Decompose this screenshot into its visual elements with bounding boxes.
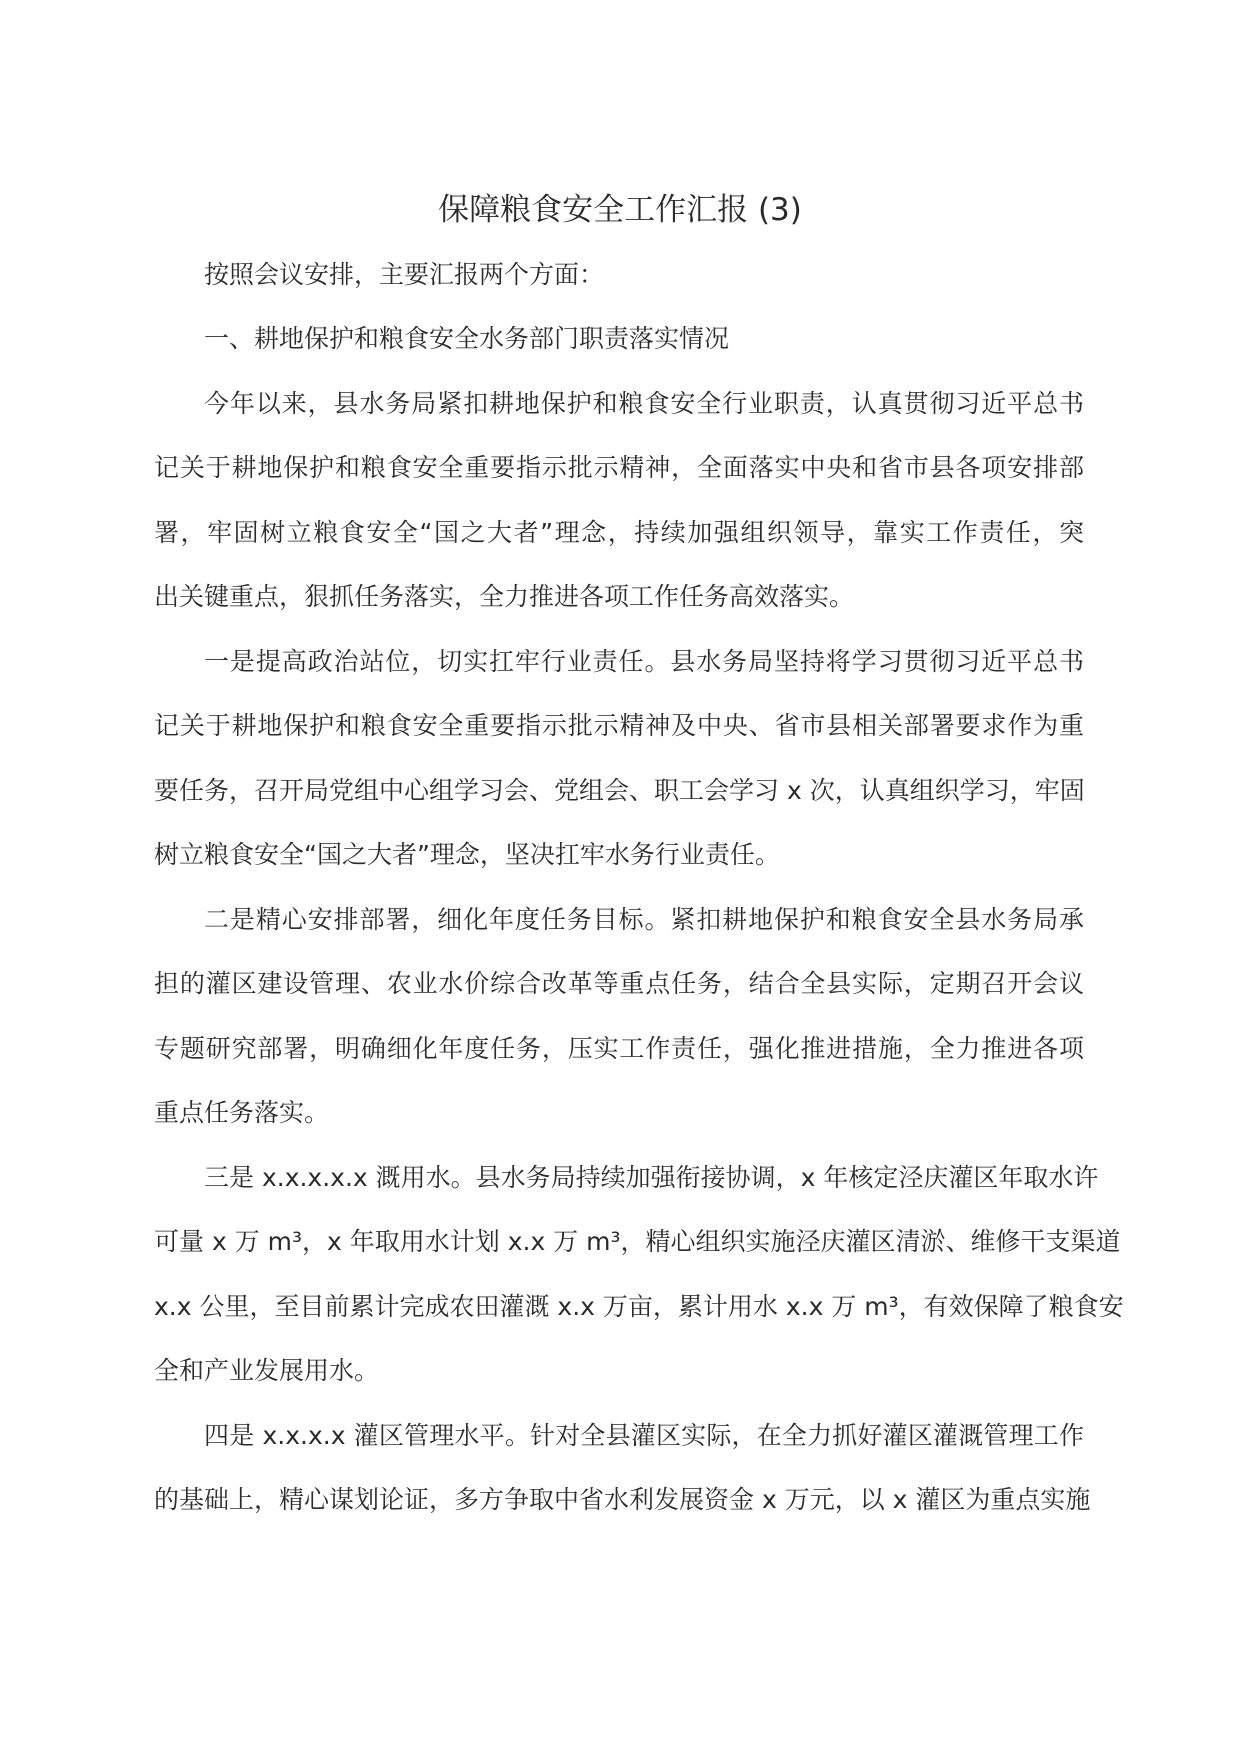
text-line: 树立粮食安全“国之大者”理念，坚决扛牢水务行业责任。 <box>154 840 780 869</box>
text-line: 出关键重点，狠抓任务落实，全力推进各项工作任务高效落实。 <box>154 582 855 611</box>
text-line: 记关于耕地保护和粮食安全重要指示批示精神及中央、省市县相关部署要求作为重 <box>154 711 1084 740</box>
text-line: 可量 x 万 m³，x 年取用水计划 x.x 万 m³，精心组织实施泾庆灌区清淤、维修干支渠道 <box>154 1227 1121 1256</box>
document-title: 保障粮食安全工作汇报 (3) <box>438 192 802 228</box>
section-heading: 一、耕地保护和粮食安全水务部门职责落实情况 <box>204 324 730 353</box>
text-line: 重点任务落实。 <box>154 1098 330 1127</box>
text-line: 的基础上，精心谋划论证，多方争取中省水利发展资金 x 万元，以 x 灌区为重点实施 <box>154 1485 1091 1514</box>
text-line: 二是精心安排部署，细化年度任务目标。紧扣耕地保护和粮食安全县水务局承 <box>204 905 1084 934</box>
text-line: 专题研究部署，明确细化年度任务，压实工作责任，强化推进措施，全力推进各项 <box>154 1034 1084 1063</box>
text-line: 担的灌区建设管理、农业水价综合改革等重点任务，结合全县实际，定期召开会议 <box>154 969 1084 998</box>
text-line: 今年以来，县水务局紧扣耕地保护和粮食安全行业职责，认真贯彻习近平总书 <box>204 389 1084 418</box>
text-line: 按照会议安排，主要汇报两个方面： <box>204 260 605 289</box>
text-line: x.x 公里，至目前累计完成农田灌溉 x.x 万亩，累计用水 x.x 万 m³，有效保障了粮食安 <box>154 1292 1124 1321</box>
text-line: 三是 x.x.x.x.x 溉用水。县水务局持续加强衔接协调，x 年核定泾庆灌区年取水许 <box>204 1163 1099 1192</box>
text-line: 全和产业发展用水。 <box>154 1356 380 1385</box>
text-line: 署，牢固树立粮食安全“国之大者”理念，持续加强组织领导，靠实工作责任，突 <box>154 518 1084 547</box>
text-line: 要任务，召开局党组中心组学习会、党组会、职工会学习 x 次，认真组织学习，牢固 <box>154 776 1085 805</box>
text-line: 四是 x.x.x.x 灌区管理水平。针对全县灌区实际，在全力抓好灌区灌溉管理工作 <box>204 1421 1084 1450</box>
text-line: 记关于耕地保护和粮食安全重要指示批示精神，全面落实中央和省市县各项安排部 <box>154 453 1084 482</box>
text-line: 一是提高政治站位，切实扛牢行业责任。县水务局坚持将学习贯彻习近平总书 <box>204 647 1084 676</box>
